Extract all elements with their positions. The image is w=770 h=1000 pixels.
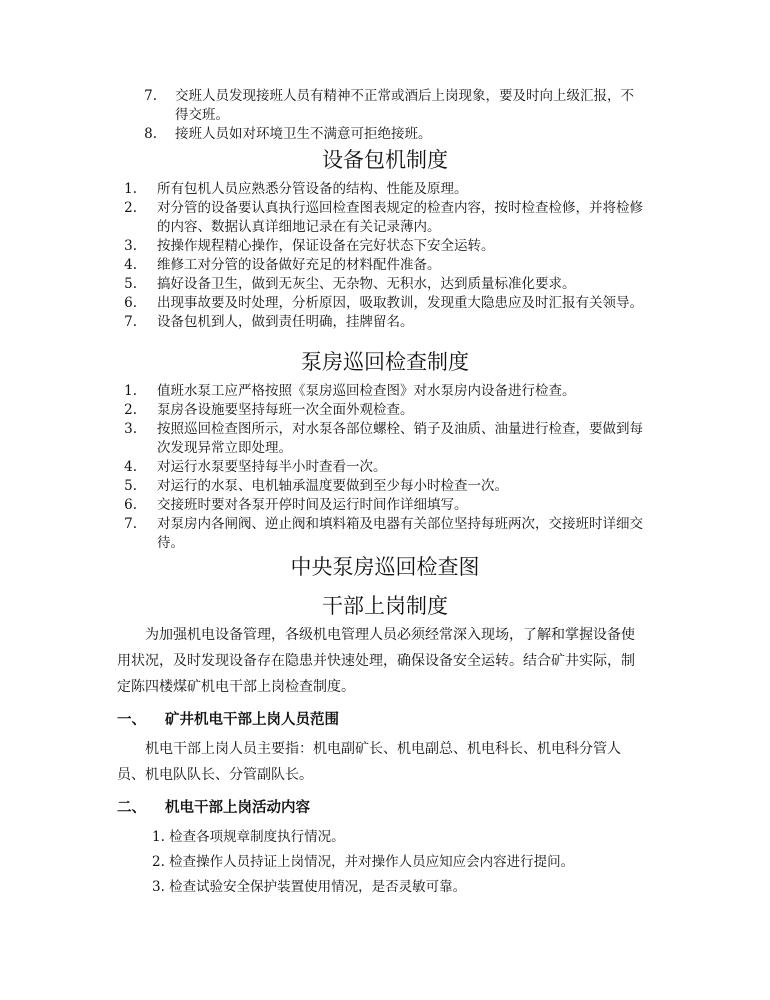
list-number: 3.	[124, 421, 137, 437]
list-item	[125, 199, 645, 237]
list-item	[125, 496, 645, 515]
list-item	[125, 256, 645, 275]
list-item	[125, 237, 645, 256]
list-item	[145, 87, 645, 125]
list-item	[125, 515, 645, 553]
list-text: 泵房各设施要坚持每班一次全面外观检查。	[157, 402, 414, 418]
list-item: 3. 检查试验安全保护装置使用情况，是否灵敏可靠。	[152, 879, 467, 895]
list-item	[125, 420, 645, 458]
list-number: 6.	[124, 295, 137, 311]
list-item	[125, 275, 645, 294]
part-heading	[117, 710, 647, 730]
list-text: 对泵房内各闸阀、逆止阀和填料箱及电器有关部位坚持每班两次，交接班时详细交待。	[157, 516, 643, 551]
part-heading	[117, 798, 647, 818]
part-heading-text: 矿井机电干部上岗人员范围	[165, 712, 339, 728]
activity-list	[152, 825, 652, 900]
list-text: 对运行的水泵、电机轴承温度要做到至少每小时检查一次。	[157, 478, 508, 494]
section-title: 设备包机制度	[322, 148, 448, 172]
list-number: 2.	[124, 200, 137, 216]
list-text: 所有包机人员应熟悉分管设备的结构、性能及原理。	[157, 181, 468, 197]
list-text: 对分管的设备要认真执行巡回检查图表规定的检查内容，按时检查检修，并将检修的内容、数据认真详细地记录在有关记录薄内。	[157, 200, 643, 235]
list-number: 1.	[124, 181, 137, 197]
list-item	[125, 180, 645, 199]
list-number: 4.	[124, 459, 137, 475]
list-text: 交接班时要对各泵开停时间及运行时间作详细填写。	[157, 497, 468, 513]
section-title: 泵房巡回检查制度	[301, 350, 469, 374]
section-title: 干部上岗制度	[322, 594, 448, 618]
list-number: 4.	[124, 257, 137, 273]
list-text: 按操作规程精心操作，保证设备在完好状态下安全运转。	[157, 238, 495, 254]
scope-paragraph: 机电干部上岗人员主要指：机电副矿长、机电副总、机电科长、机电科分管人员、机电队队长、分管副队长。	[117, 741, 621, 783]
handover-list	[145, 87, 645, 144]
list-item: 1. 检查各项规章制度执行情况。	[152, 829, 345, 845]
list-number: 6.	[124, 497, 137, 513]
list-text: 交班人员发现接班人员有精神不正常或酒后上岗现象，要及时向上级汇报，不得交班。	[175, 88, 634, 123]
part-number: 一、	[117, 712, 146, 728]
list-item	[125, 382, 645, 401]
list-item	[125, 313, 645, 332]
list-number: 5.	[124, 276, 137, 292]
list-number: 2.	[124, 402, 137, 418]
list-item	[125, 294, 645, 313]
list-text: 按照巡回检查图所示，对水泵各部位螺栓、销子及油质、油量进行检查，要做到每次发现异常立即处理。	[157, 421, 643, 456]
list-item: 2. 检查操作人员持证上岗情况，并对操作人员应知应会内容进行提问。	[152, 854, 575, 870]
equipment-contract-list	[125, 180, 645, 332]
list-text: 设备包机到人，做到责任明确，挂牌留名。	[157, 314, 414, 330]
list-text: 接班人员如对环境卫生不满意可拒绝接班。	[175, 126, 432, 142]
list-text: 对运行水泵要坚持每半小时查看一次。	[157, 459, 387, 475]
list-text: 出现事故要及时处理，分析原因，吸取教训，发现重大隐患应及时汇报有关领导。	[157, 295, 643, 311]
list-number: 5.	[124, 478, 137, 494]
intro-paragraph: 为加强机电设备管理，各级机电管理人员必须经常深入现场，了解和掌握设备使用状况，及时发现设备存在隐患并快速处理，确保设备安全运转。结合矿井实际，制定陈四楼煤矿机电干部上岗检查制度。	[117, 627, 635, 695]
part-number: 二、	[117, 800, 146, 816]
list-number: 7.	[124, 516, 137, 532]
list-item	[145, 125, 645, 144]
part-heading-text: 机电干部上岗活动内容	[165, 800, 310, 816]
list-text: 维修工对分管的设备做好充足的材料配件准备。	[157, 257, 441, 273]
pump-room-inspection-list	[125, 382, 645, 553]
list-number: 7.	[144, 88, 157, 104]
list-number: 8.	[144, 126, 157, 142]
list-item	[125, 458, 645, 477]
list-number: 1.	[124, 383, 137, 399]
list-number: 7.	[124, 314, 137, 330]
list-text: 值班水泵工应严格按照《泵房巡回检查图》对水泵房内设备进行检查。	[157, 383, 576, 399]
list-number: 3.	[124, 238, 137, 254]
list-item	[125, 477, 645, 496]
list-text: 搞好设备卫生，做到无灰尘、无杂物、无积水，达到质量标准化要求。	[157, 276, 576, 292]
list-item	[125, 401, 645, 420]
section-title: 中央泵房巡回检查图	[290, 555, 480, 579]
